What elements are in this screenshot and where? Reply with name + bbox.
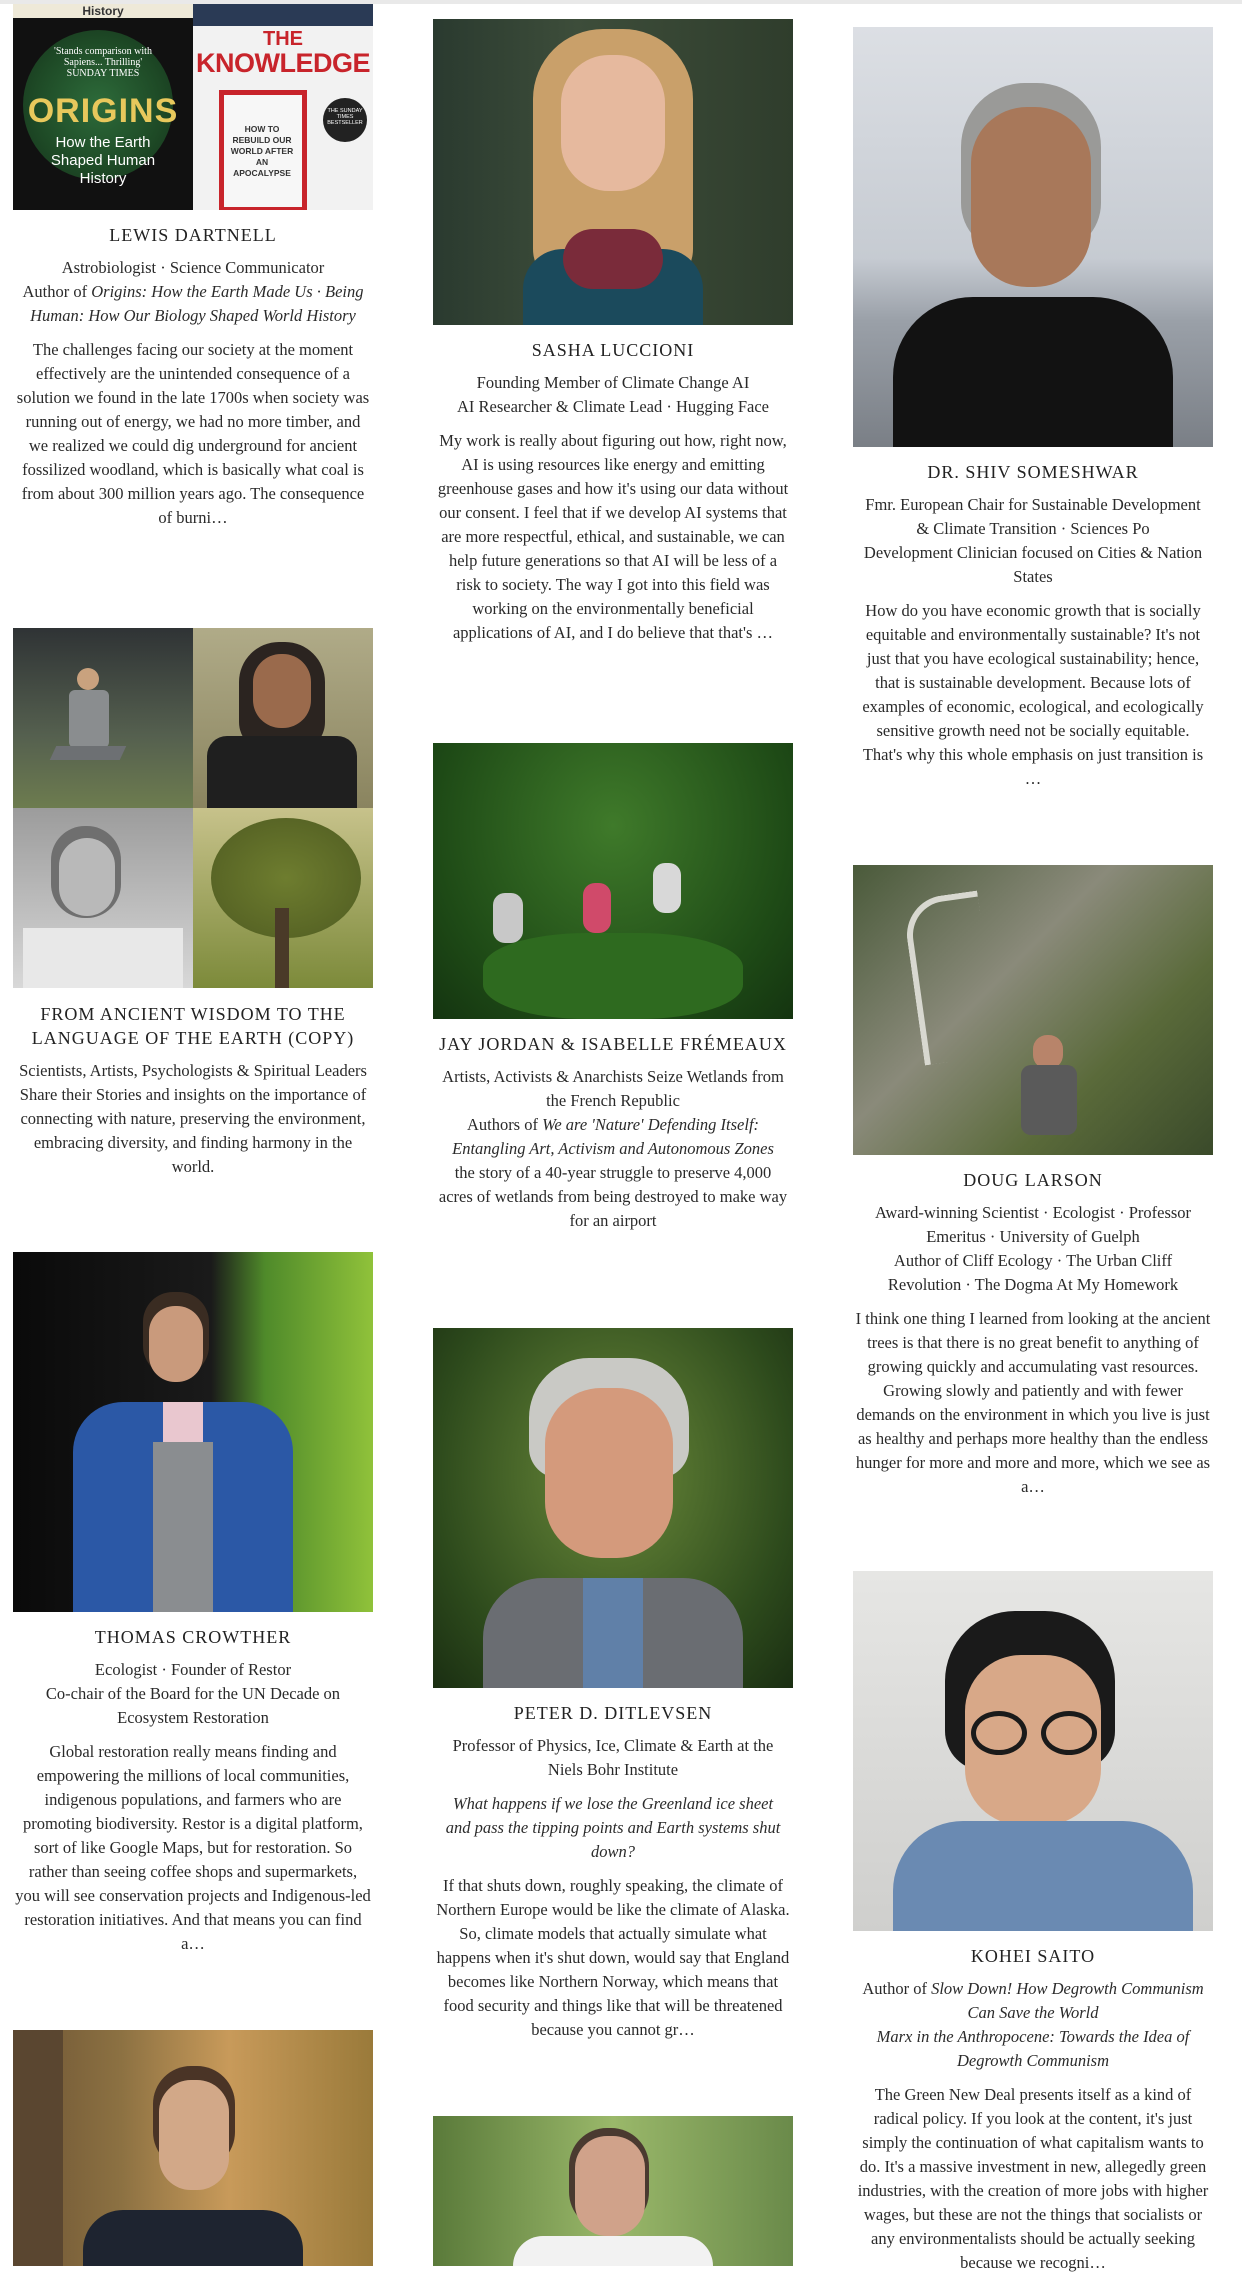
origins-book-cover: History 'Stands comparison with Sapiens... Thrilling' SUNDAY TIMES ORIGINS How the Earth Shaped Human History xyxy=(13,4,193,210)
book-titles: Origins: How the Earth Made Us · Being Human: How Our Biology Shaped World History xyxy=(30,282,364,325)
speaker-name[interactable]: DR. SHIV SOMESHWAR xyxy=(927,462,1139,482)
grid-photo-martial-artist xyxy=(13,628,193,808)
speaker-role xyxy=(853,1977,1213,2073)
speaker-excerpt: My work is really about figuring out how, right now, AI is using resources like energy and emitting greenhouse gases and how it's using our data without our consent. I feel that if we develop AI systems that are more respectful, ethical, and sustainable, we can help future generations so that AI will be less of a risk to society. The way I got into this field was working on the environmentally beneficial applications of AI, and I do believe that that's … xyxy=(437,431,789,642)
speaker-role xyxy=(853,493,1213,589)
role-line: Development Clinician focused on Cities & Nation States xyxy=(863,543,1203,586)
author-line xyxy=(857,1977,1209,2025)
collection-card-ancient-wisdom[interactable] xyxy=(13,628,373,1179)
role-line: Fmr. European Chair for Sustainable Development & Climate Transition · Sciences Po xyxy=(865,495,1201,538)
author-line xyxy=(437,1113,789,1161)
author-line xyxy=(857,2025,1209,2073)
speaker-card-jordan-fremeaux[interactable] xyxy=(433,743,793,1233)
role-line: Ecologist · Founder of Restor xyxy=(94,1660,292,1679)
book-titles: We are 'Nature' Defending Itself: Entangling Art, Activism and Autonomous Zones xyxy=(452,1115,774,1158)
speaker-name[interactable]: DOUG LARSON xyxy=(963,1170,1103,1190)
speaker-name[interactable]: KOHEI SAITO xyxy=(970,1946,1096,1966)
speaker-name[interactable]: SASHA LUCCIONI xyxy=(531,340,695,360)
grid-photo-great-tree xyxy=(193,808,373,988)
book-covers-image[interactable] xyxy=(13,4,373,210)
speaker-photo[interactable] xyxy=(853,1571,1213,1931)
speaker-photo[interactable] xyxy=(853,27,1213,447)
speaker-photo[interactable] xyxy=(433,2116,793,2266)
role-line: Astrobiologist · Science Communicator xyxy=(61,258,325,277)
speaker-card-partial[interactable] xyxy=(433,2116,793,2266)
role-line: AI Researcher & Climate Lead · Hugging Face xyxy=(456,397,769,416)
speaker-role xyxy=(433,371,793,419)
speaker-card-peter-ditlevsen[interactable] xyxy=(433,1328,793,2042)
speaker-name[interactable]: PETER D. DITLEVSEN xyxy=(513,1703,713,1723)
book-titles: Marx in the Anthropocene: Towards the Idea of Degrowth Communism xyxy=(876,2027,1190,2070)
speaker-excerpt: The Green New Deal presents itself as a kind of radical policy. If you look at the content, it's just simply the continuation of what capitalism wants to do. It's a massive investment in new, allegedly green industries, with the creation of more jobs with higher wages, but these are not the things that socialists or any environmentalists should be actually seeking because we recogni… xyxy=(857,2085,1209,2272)
speaker-card-lewis-dartnell[interactable] xyxy=(13,4,373,530)
role-line: Founding Member of Climate Change AI xyxy=(476,373,750,392)
speaker-photo[interactable] xyxy=(13,1252,373,1612)
speaker-card-thomas-crowther[interactable] xyxy=(13,1252,373,1956)
speaker-photo[interactable] xyxy=(433,743,793,1019)
role-line: the story of a 40-year struggle to preserve 4,000 acres of wetlands from being destroyed to make way for an airport xyxy=(438,1163,788,1230)
speaker-card-kohei-saito[interactable] xyxy=(853,1571,1213,2275)
speaker-role xyxy=(853,1201,1213,1297)
speaker-name[interactable]: JAY JORDAN & ISABELLE FRÉMEAUX xyxy=(439,1034,787,1054)
grid-photo-portrait-man xyxy=(13,808,193,988)
role-line: Professor of Physics, Ice, Climate & Earth at the Niels Bohr Institute xyxy=(452,1736,774,1779)
author-prefix: Author of xyxy=(862,1979,932,1998)
book-titles: Slow Down! How Degrowth Communism Can Save the World xyxy=(931,1979,1204,2022)
speaker-name[interactable]: THOMAS CROWTHER xyxy=(94,1627,292,1647)
speaker-card-partial[interactable] xyxy=(13,2030,373,2266)
speaker-photo[interactable] xyxy=(13,2030,373,2266)
speaker-card-shiv-someshwar[interactable] xyxy=(853,27,1213,791)
speaker-role xyxy=(13,256,373,328)
speaker-role xyxy=(13,1658,373,1730)
speaker-card-doug-larson[interactable] xyxy=(853,865,1213,1499)
speaker-role xyxy=(433,1065,793,1233)
speaker-photo[interactable] xyxy=(433,19,793,325)
collection-image-grid[interactable] xyxy=(13,628,373,988)
collection-description: Scientists, Artists, Psychologists & Spiritual Leaders Share their Stories and insights on the importance of connecting with nature, preserving the environment, embracing diversity, and finding harmony in the world. xyxy=(19,1061,367,1176)
speaker-photo[interactable] xyxy=(853,865,1213,1155)
speaker-excerpt: Global restoration really means finding and empowering the millions of local communities, indigenous populations, and farmers who are promoting biodiversity. Restor is a digital platform, sort of like Google Maps, but for restoration. So rather than seeing coffee shops and supermarkets, you will see conservation projects and Indigenous-led restoration initiatives. And that means you can find a… xyxy=(15,1742,371,1953)
speaker-role xyxy=(433,1734,793,1782)
role-line: Author of Cliff Ecology · The Urban Cliff Revolution · The Dogma At My Homework xyxy=(887,1251,1179,1294)
role-line: Award-winning Scientist · Ecologist · Professor Emeritus · University of Guelph xyxy=(874,1203,1192,1246)
speaker-excerpt: How do you have economic growth that is socially equitable and environmentally sustainable? It's not just that you have ecological sustainability; hence, that is sustainable development. Because lots of examples of economic, ecological, and ecologically sensitive growth need not be socially equitable. That's why this whole emphasis on just transition is … xyxy=(862,601,1204,788)
speaker-excerpt: If that shuts down, roughly speaking, the climate of Northern Europe would be like the climate of Alaska. So, climate models that actually simulate what happens when it's shut down, would say that England becomes like Northern Norway, which means that food security and things like that will be threatened because you cannot gr… xyxy=(436,1876,790,2039)
speaker-photo[interactable] xyxy=(433,1328,793,1688)
collection-title[interactable]: FROM ANCIENT WISDOM TO THE LANGUAGE OF THE EARTH (COPY) xyxy=(31,1004,355,1048)
speaker-card-sasha-luccioni[interactable] xyxy=(433,19,793,645)
role-line: Co-chair of the Board for the UN Decade on Ecosystem Restoration xyxy=(45,1684,341,1727)
speaker-excerpt: The challenges facing our society at the moment effectively are the unintended consequence of a solution we found in the late 1700s when society was running out of energy, we had no more timber, and we realized we could dig underground for ancient fossilized woodland, which is basically what coal is from about 300 million years ago. The consequence of burni… xyxy=(16,340,370,527)
grid-photo-indigenous-man xyxy=(193,628,373,808)
author-prefix: Authors of xyxy=(466,1115,543,1134)
author-prefix: Author of xyxy=(22,282,92,301)
knowledge-book-cover: THE KNOWLEDGE HOW TO REBUILD OUR WORLD AFTER AN APOCALYPSE THE SUNDAY TIMES BESTSELLER xyxy=(193,4,373,210)
interview-question: What happens if we lose the Greenland ice sheet and pass the tipping points and Earth systems shut down? xyxy=(445,1794,781,1861)
speaker-excerpt: I think one thing I learned from looking at the ancient trees is that there is no great benefit to anything of growing quickly and accumulating vast resources. Growing slowly and patiently and with fewer demands on the environment in which you live is just as healthy and perhaps more healthy than the endless hunger for more and more and more, which we see as a… xyxy=(855,1309,1211,1496)
speaker-name[interactable]: LEWIS DARTNELL xyxy=(109,225,277,245)
author-line xyxy=(17,280,369,328)
role-line: Artists, Activists & Anarchists Seize Wetlands from the French Republic xyxy=(442,1067,784,1110)
